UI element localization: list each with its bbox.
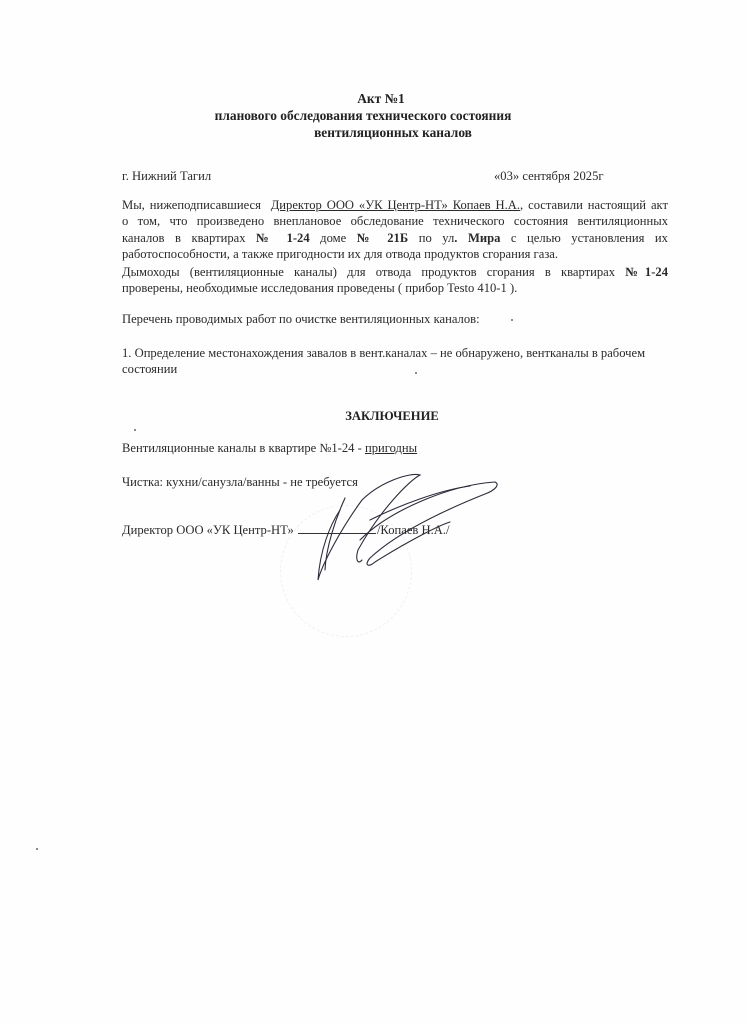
text-fragment: доме xyxy=(309,230,357,245)
title-subtitle: планового обследования технического состояния xyxy=(214,108,512,123)
apartments-range: № 1-24 xyxy=(256,230,310,245)
verdict-value: пригодны xyxy=(364,441,418,455)
after-signatory-text: , составили настоящий акт xyxy=(520,198,669,212)
title-act-number: Акт №1 xyxy=(357,91,405,106)
text-fragment: каналов в квартирах xyxy=(122,230,257,245)
paragraph2-line1 xyxy=(122,264,668,280)
scan-speck xyxy=(415,372,417,374)
signatory-name: Директор ООО «УК Центр-НТ» Копаев Н.А. xyxy=(270,198,521,212)
apartments-range: №1-24 xyxy=(625,265,668,279)
house-number: № 21Б xyxy=(356,230,409,245)
intro-text: Мы, нижеподписавшиеся xyxy=(122,198,261,212)
paragraph-participants xyxy=(122,197,668,263)
title-subject: вентиляционных каналов xyxy=(314,125,472,140)
conclusion-heading: ЗАКЛЮЧЕНИЕ xyxy=(345,409,439,423)
text-fragment: по ул xyxy=(408,230,455,245)
scan-speck xyxy=(134,429,136,431)
city: г. Нижний Тагил xyxy=(122,169,212,183)
works-list-item: 1. Определение местонахождения завалов в вент.каналах – не обнаружено, вентканалы в рабочем состоянии xyxy=(122,346,646,377)
verdict-prefix: Вентиляционные каналы в квартире №1-24 - xyxy=(122,441,365,455)
scan-speck xyxy=(36,848,38,850)
text-fragment: Дымоходы (вентиляционные каналы) для отвода продуктов сгорания в квартирах xyxy=(122,265,626,279)
works-list-intro: Перечень проводимых работ по очистке вентиляционных каналов: xyxy=(122,312,480,326)
scan-speck xyxy=(511,319,513,321)
paragraph2-line2: проверены, необходимые исследования проведены ( прибор Testo 410-1 ). xyxy=(122,281,518,296)
cleaning-status: Чистка: кухни/санузла/ванны - не требуется xyxy=(122,475,358,489)
document-title xyxy=(0,90,746,141)
text-fragment: с целью установления их xyxy=(500,230,668,245)
paragraph1-line2: о том, что произведено внеплановое обследование технического состояния вентиляционных xyxy=(122,214,668,229)
conclusion-verdict xyxy=(122,441,417,456)
signatory-position: Директор ООО «УК Центр-НТ» xyxy=(122,523,294,537)
signatory-name-short: /Копаев Н.А./ xyxy=(376,523,450,537)
faint-stamp xyxy=(280,505,412,637)
street-name: . Мира xyxy=(454,230,501,245)
paragraph1-line3 xyxy=(122,230,668,246)
paragraph1-line1 xyxy=(122,197,668,213)
document-date: «03» сентября 2025г xyxy=(494,169,604,183)
paragraph1-line4: работоспособности, а также пригодности их для отвода продуктов сгорания газа. xyxy=(122,247,559,262)
paragraph-inspection xyxy=(122,264,668,297)
